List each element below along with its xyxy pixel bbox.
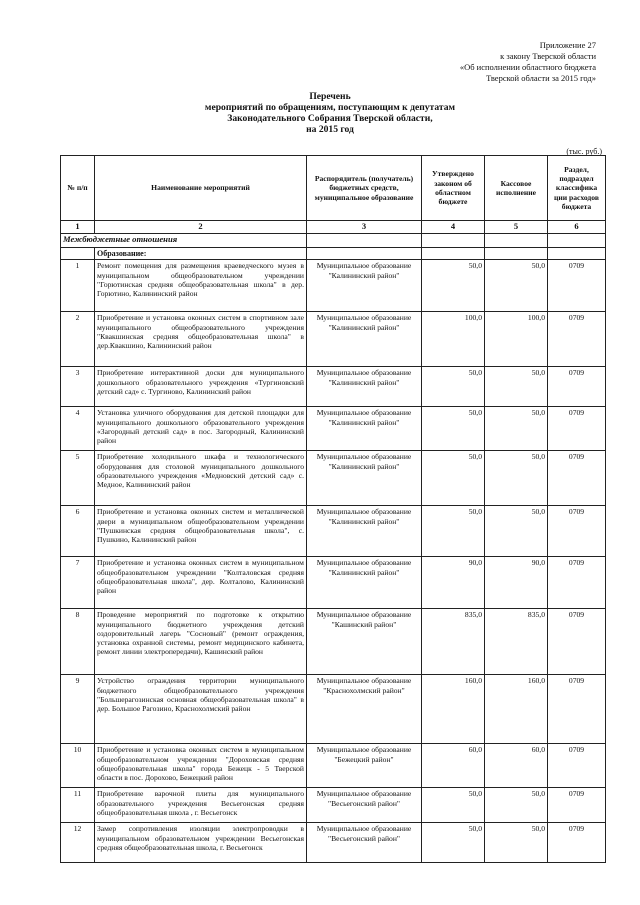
col-number: 1 (61, 221, 95, 234)
budget-code: 0709 (548, 367, 606, 407)
executed-amount: 100,0 (485, 312, 548, 367)
executed-amount: 90,0 (485, 557, 548, 609)
empty-cell (485, 234, 548, 248)
subsection-title: Образование: (95, 248, 307, 260)
recipient: Муниципальное образование "Калининский район" (307, 451, 422, 506)
measure-name: Приобретение варочной плиты для муниципального образовательного учреждения Весьегонская средняя общеобразовательная школа , г. Весьегонск (95, 788, 307, 823)
executed-amount: 160,0 (485, 675, 548, 744)
budget-code: 0709 (548, 557, 606, 609)
table-row (61, 823, 606, 863)
empty-cell (422, 248, 485, 260)
recipient: Муниципальное образование "Калининский район" (307, 557, 422, 609)
budget-code: 0709 (548, 823, 606, 863)
row-number: 9 (61, 675, 95, 744)
table-row (61, 407, 606, 451)
executed-amount: 50,0 (485, 407, 548, 451)
col-number: 3 (307, 221, 422, 234)
table-row (61, 260, 606, 312)
row-number: 1 (61, 260, 95, 312)
approved-amount: 50,0 (422, 367, 485, 407)
title-line-4: на 2015 год (306, 124, 354, 135)
measure-name: Приобретение и установка оконных систем в муниципальном общеобразовательном учреждении "Колталовская средняя общеобразовательная школа", дер. Колталово, Калининский район (95, 557, 307, 609)
table-row (61, 312, 606, 367)
measure-name: Приобретение и установка оконных систем в спортивном зале муниципального общеобразовательного учреждения "Квакшинская средняя общеобразовательная школа" в дер.Квакшино, Калининский район (95, 312, 307, 367)
header-section: Раздел, подраздел классифика ции расходов бюджета (548, 156, 606, 221)
measures-table (60, 155, 606, 863)
measure-name: Ремонт помещения для размещения краеведческого музея в муниципальном общеобразовательном учреждении "Горютинская средняя общеобразовательная школа" в дер. Горютино, Калининский район (95, 260, 307, 312)
table-row (61, 744, 606, 788)
executed-amount: 50,0 (485, 506, 548, 557)
recipient: Муниципальное образование "Кашинский район" (307, 609, 422, 675)
approved-amount: 50,0 (422, 451, 485, 506)
recipient: Муниципальное образование "Калининский район" (307, 367, 422, 407)
approved-amount: 50,0 (422, 260, 485, 312)
table-row (61, 788, 606, 823)
recipient: Муниципальное образование "Калининский район" (307, 312, 422, 367)
recipient: Муниципальное образование "Калининский район" (307, 260, 422, 312)
approved-amount: 50,0 (422, 788, 485, 823)
budget-code: 0709 (548, 451, 606, 506)
col-number: 5 (485, 221, 548, 234)
title-line-3: Законодательного Собрания Тверской области, (227, 113, 433, 124)
executed-amount: 50,0 (485, 451, 548, 506)
header-row (61, 156, 606, 221)
row-number: 3 (61, 367, 95, 407)
approved-amount: 50,0 (422, 407, 485, 451)
recipient: Муниципальное образование "Калининский район" (307, 506, 422, 557)
budget-code: 0709 (548, 506, 606, 557)
table-row (61, 367, 606, 407)
appendix-note (356, 40, 596, 84)
row-number: 2 (61, 312, 95, 367)
budget-code: 0709 (548, 675, 606, 744)
col-number: 4 (422, 221, 485, 234)
section-row (61, 234, 606, 248)
approved-amount: 50,0 (422, 506, 485, 557)
col-number: 6 (548, 221, 606, 234)
executed-amount: 50,0 (485, 260, 548, 312)
table-row (61, 675, 606, 744)
units-label: (тыс. руб.) (566, 147, 602, 156)
row-number: 4 (61, 407, 95, 451)
appendix-line-1: Приложение 27 (539, 40, 596, 50)
recipient: Муниципальное образование "Бежецкий район" (307, 744, 422, 788)
approved-amount: 160,0 (422, 675, 485, 744)
header-recipient: Распорядитель (получатель) бюджетных средств, муниципальное образование (307, 156, 422, 221)
recipient: Муниципальное образование "Калининский район" (307, 407, 422, 451)
executed-amount: 50,0 (485, 788, 548, 823)
approved-amount: 60,0 (422, 744, 485, 788)
subsection-row (61, 248, 606, 260)
budget-code: 0709 (548, 407, 606, 451)
empty-cell (422, 234, 485, 248)
budget-code: 0709 (548, 609, 606, 675)
empty-cell (307, 248, 422, 260)
col-number: 2 (95, 221, 307, 234)
row-number: 8 (61, 609, 95, 675)
recipient: Муниципальное образование "Краснохолмский район" (307, 675, 422, 744)
measure-name: Приобретение холодильного шкафа и технологического оборудования для столовой муниципального дошкольного образовательного учреждения «Медновский детский сад» с. Медное, Калининский район (95, 451, 307, 506)
measure-name: Приобретение и установка оконных систем и металлической двери в муниципальном общеобразовательном учреждении "Пушкинская средняя общеобразовательная школа", с. Пушкино, Калининский район (95, 506, 307, 557)
budget-code: 0709 (548, 260, 606, 312)
budget-code: 0709 (548, 788, 606, 823)
measure-name: Устройство ограждения территории муниципального бюджетного общеобразовательного учреждения "Большерагозинская основная общеобразовательная школа" в дер. Большое Рагозино, Краснохолмский район (95, 675, 307, 744)
document-title (0, 91, 640, 135)
appendix-line-3: «Об исполнении областного бюджета (459, 62, 596, 72)
measure-name: Приобретение интерактивной доски для муниципального дошкольного образовательного учреждения «Тургиновский детский сад» с. Тургиново, Калининский район (95, 367, 307, 407)
table-row (61, 506, 606, 557)
approved-amount: 90,0 (422, 557, 485, 609)
executed-amount: 835,0 (485, 609, 548, 675)
approved-amount: 50,0 (422, 823, 485, 863)
header-name: Наименование мероприятий (95, 156, 307, 221)
row-number: 11 (61, 788, 95, 823)
empty-cell (548, 248, 606, 260)
approved-amount: 100,0 (422, 312, 485, 367)
title-line-1: Перечень (309, 91, 351, 102)
appendix-line-2: к закону Тверской области (500, 51, 596, 61)
row-number: 6 (61, 506, 95, 557)
empty-cell (485, 248, 548, 260)
approved-amount: 835,0 (422, 609, 485, 675)
budget-code: 0709 (548, 312, 606, 367)
measure-name: Проведение мероприятий по подготовке к открытию муниципального бюджетного учреждения детский оздоровительный лагерь "Сосновый" (ремонт ограждения, установка охранной системы, ремонт медицинского кабинета, ремонт линии электропередачи), Кашинский район (95, 609, 307, 675)
title-line-2: мероприятий по обращениям, поступающим к депутатам (204, 102, 456, 113)
recipient: Муниципальное образование "Весьегонский район" (307, 788, 422, 823)
row-number: 7 (61, 557, 95, 609)
section-title: Межбюджетные отношения (61, 234, 307, 248)
empty-cell (307, 234, 422, 248)
table-row (61, 451, 606, 506)
recipient: Муниципальное образование "Весьегонский район" (307, 823, 422, 863)
header-approved: Утверждено законом об областном бюджете (422, 156, 485, 221)
executed-amount: 50,0 (485, 367, 548, 407)
row-number: 5 (61, 451, 95, 506)
column-number-row (61, 221, 606, 234)
header-num: № п/п (61, 156, 95, 221)
executed-amount: 60,0 (485, 744, 548, 788)
table-row (61, 609, 606, 675)
measure-name: Замер сопротивления изоляции электропроводки в муниципальном образовательном учреждении Весьегонская средняя общеобразовательная школа, г. Весьегонск (95, 823, 307, 863)
empty-cell (548, 234, 606, 248)
table-row (61, 557, 606, 609)
header-executed: Кассовое исполнение (485, 156, 548, 221)
measure-name: Установка уличного оборудования для детской площадки для муниципального дошкольного образовательного учреждения «Загородный детский сад» в пос. Загородный, Калининский район (95, 407, 307, 451)
row-number: 10 (61, 744, 95, 788)
empty-cell (61, 248, 95, 260)
measure-name: Приобретение и установка оконных систем в муниципальном общеобразовательном учреждении "Дороховская средняя общеобразовательная школа" города Бежецк - 5 Тверской области в пос. Дорохово, Бежецкий район (95, 744, 307, 788)
row-number: 12 (61, 823, 95, 863)
appendix-line-4: Тверской области за 2015 год» (486, 73, 596, 83)
budget-code: 0709 (548, 744, 606, 788)
executed-amount: 50,0 (485, 823, 548, 863)
